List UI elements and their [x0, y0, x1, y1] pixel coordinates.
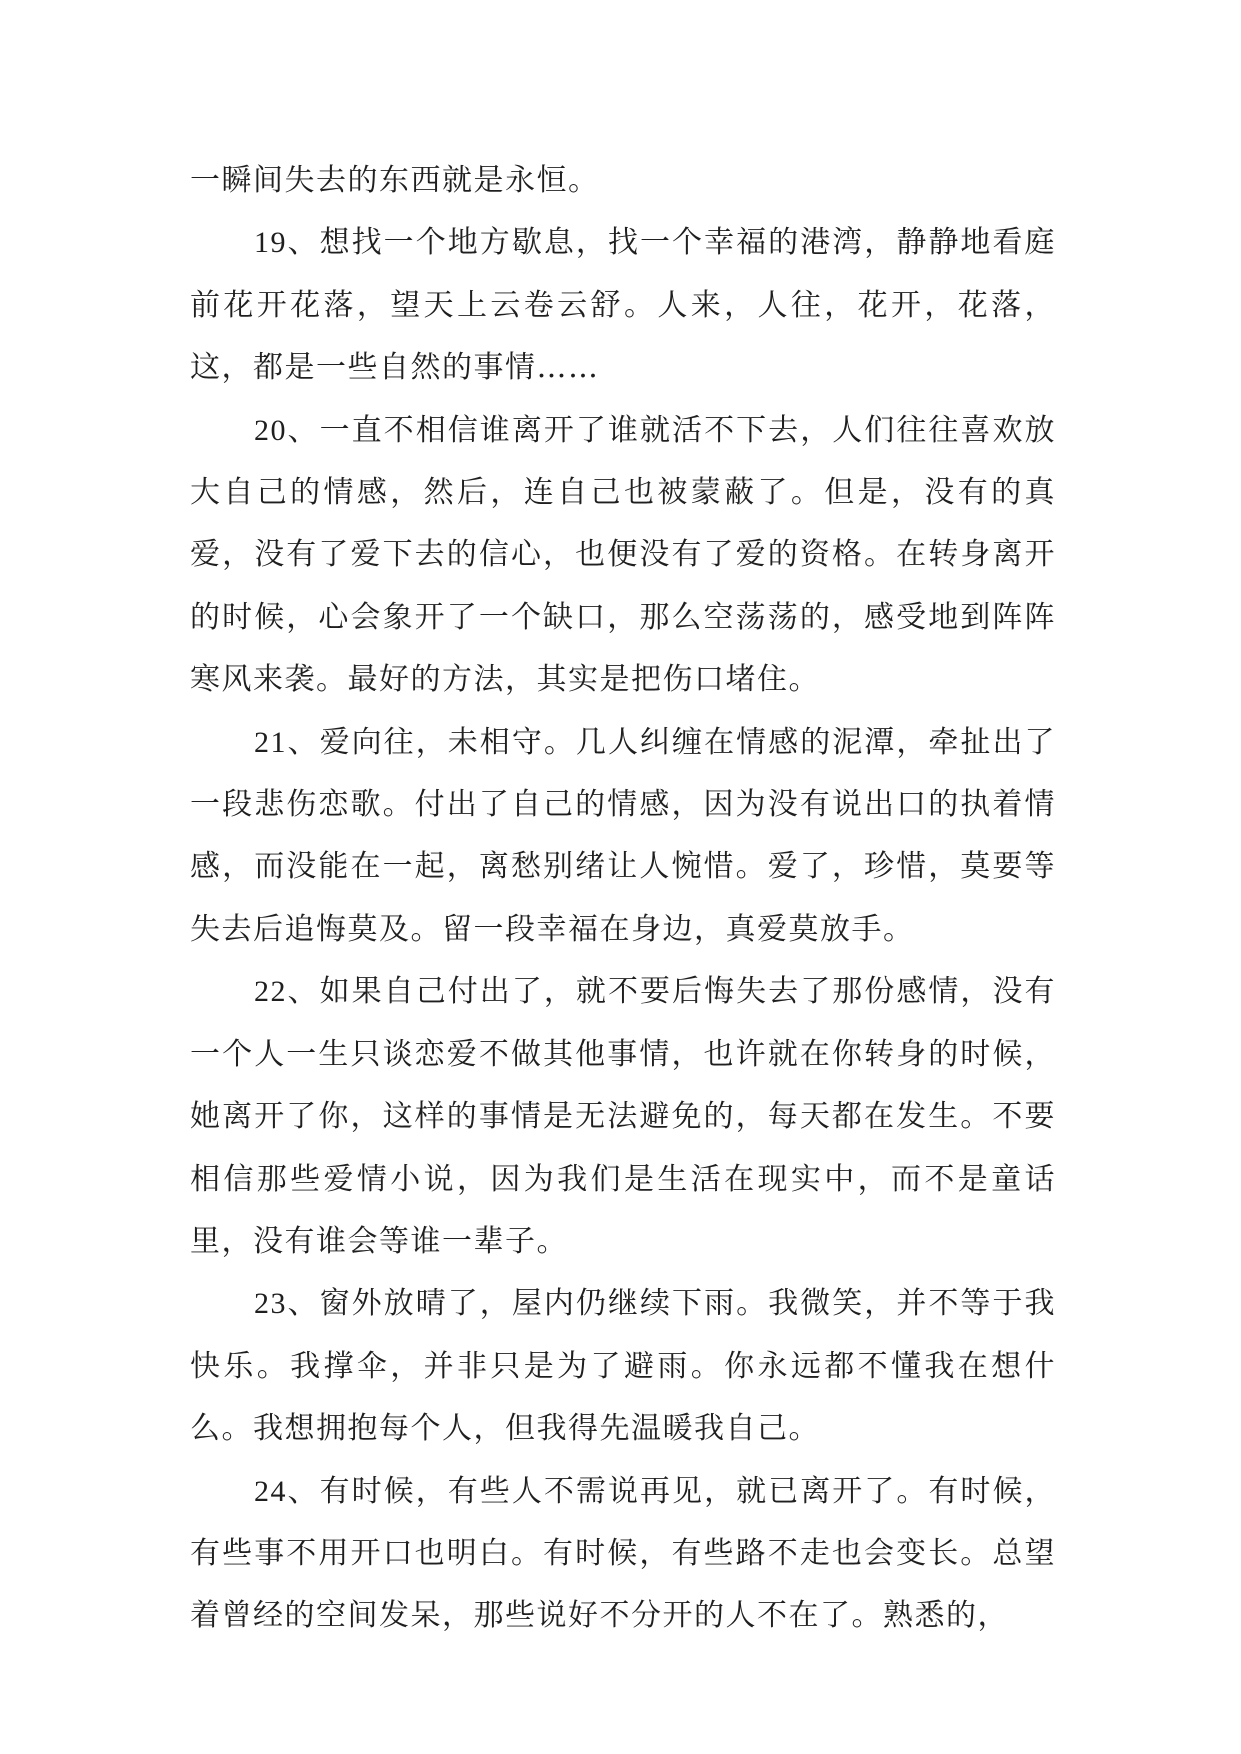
paragraph-23 — [190, 1273, 1056, 1460]
paragraph-24 — [190, 1461, 1056, 1648]
paragraph-number: 24 — [254, 1474, 287, 1508]
paragraph-text: 、一直不相信谁离开了谁就活不下去，人们往往喜欢放大自己的情感，然后，连自己也被蒙蔽了。但是，没有的真爱，没有了爱下去的信心，也便没有了爱的资格。在转身离开的时候，心会象开了一个缺口，那么空荡荡的，感受地到阵阵寒风来袭。最好的方法，其实是把伤口堵住。 — [190, 412, 1056, 698]
paragraph-19 — [190, 212, 1056, 399]
paragraph-text: 、想找一个地方歇息，找一个幸福的港湾，静静地看庭前花开花落，望天上云卷云舒。人来，人往，花开，花落，这，都是一些自然的事情…… — [190, 225, 1056, 386]
paragraph-text: 、有时候，有些人不需说再见，就已离开了。有时候，有些事不用开口也明白。有时候，有些路不走也会变长。总望着曾经的空间发呆，那些说好不分开的人不在了。熟悉的， — [190, 1473, 1056, 1634]
paragraph-number: 19 — [254, 226, 287, 260]
paragraph-20 — [190, 400, 1056, 712]
paragraph-text: 、爱向往，未相守。几人纠缠在情感的泥潭，牵扯出了一段悲伤恋歌。付出了自己的情感，因为没有说出口的执着情感，而没能在一起，离愁别绪让人惋惜。爱了，珍惜，莫要等失去后追悔莫及。留一段幸福在身边，真爱莫放手。 — [190, 724, 1056, 947]
paragraph-text: 、窗外放晴了，屋内仍继续下雨。我微笑，并不等于我快乐。我撑伞，并非只是为了避雨。你永远都不懂我在想什么。我想拥抱每个人，但我得先温暖我自己。 — [190, 1286, 1056, 1447]
paragraph-text: 一瞬间失去的东西就是永恒。 — [190, 163, 600, 198]
paragraph-text: 、如果自己付出了，就不要后悔失去了那份感情，没有一个人一生只谈恋爱不做其他事情，也许就在你转身的时候，她离开了你，这样的事情是无法避免的，每天都在发生。不要相信那些爱情小说，因为我们是生活在现实中，而不是童话里，没有谁会等谁一辈子。 — [190, 974, 1056, 1259]
paragraph-number: 22 — [254, 975, 287, 1009]
paragraph-number: 23 — [254, 1287, 287, 1321]
paragraph-continuation — [190, 150, 1056, 212]
paragraph-number: 20 — [254, 413, 287, 447]
paragraph-number: 21 — [254, 725, 287, 759]
paragraph-22 — [190, 961, 1056, 1273]
body-text — [190, 150, 1056, 1648]
paragraph-21 — [190, 712, 1056, 962]
